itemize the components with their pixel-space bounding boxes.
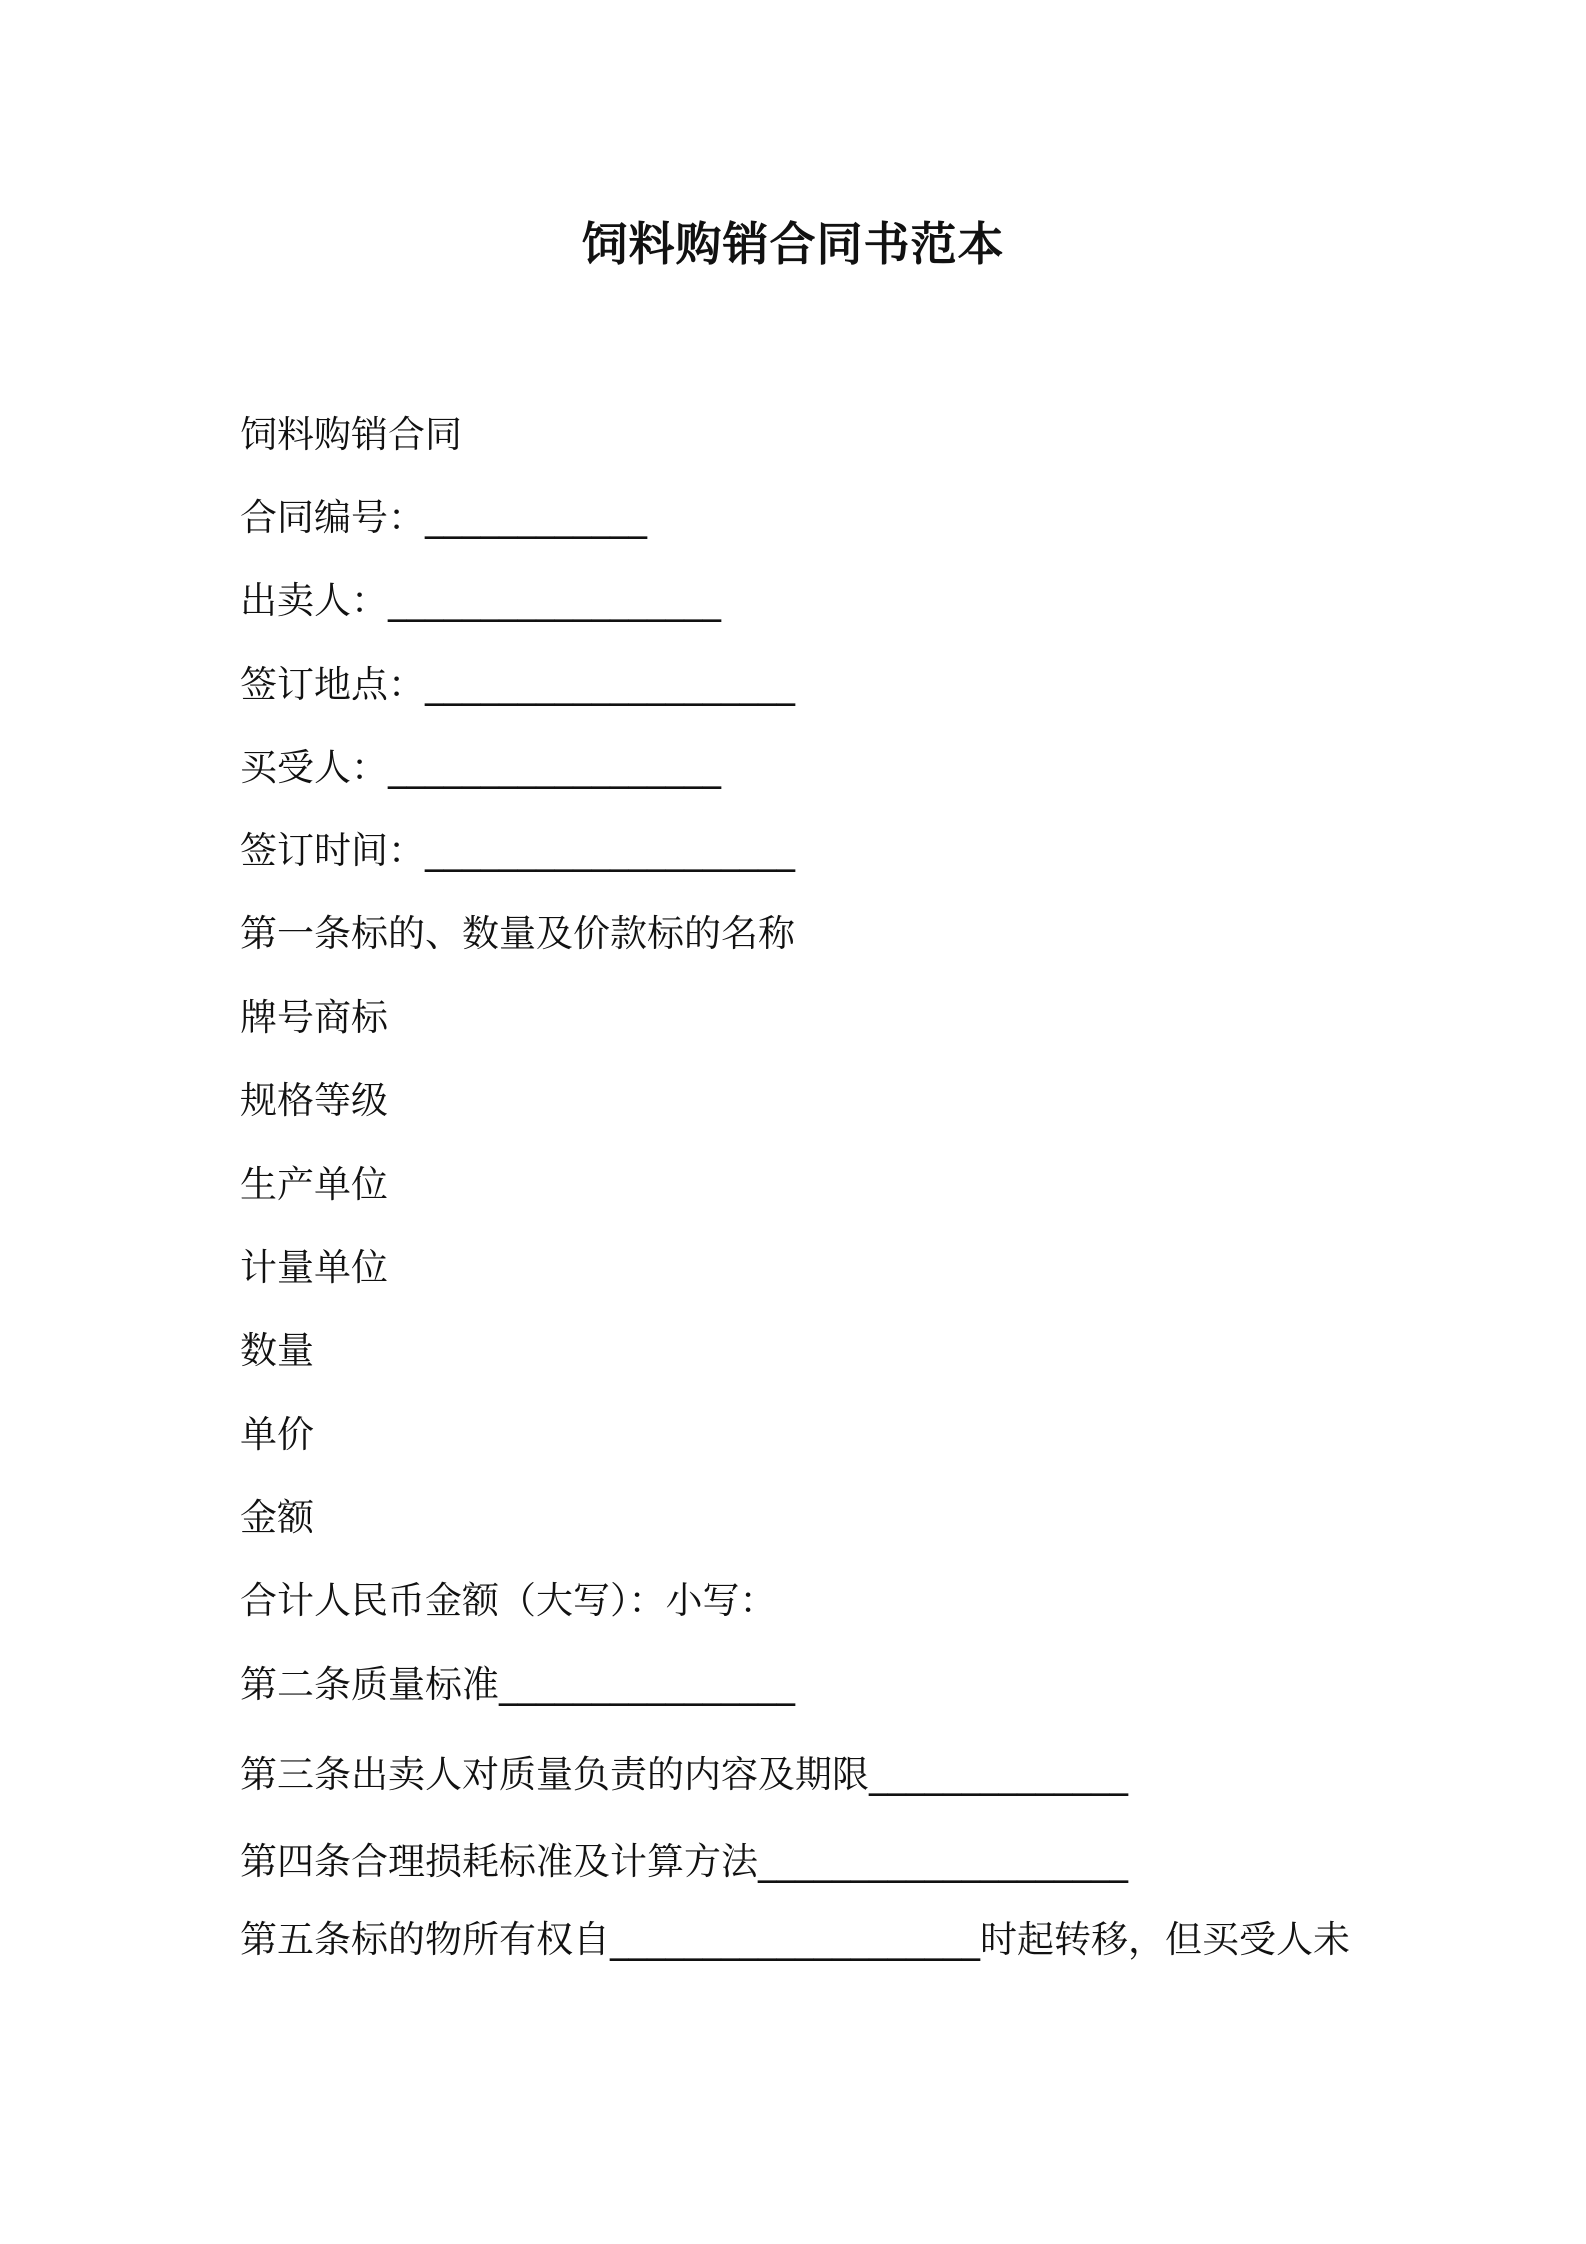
unit-price-line: 单价 (240, 1413, 314, 1456)
article-three-line: 第三条出卖人对质量负责的内容及期限______________ (240, 1753, 1128, 1796)
buyer-line: 买受人：__________________ (240, 746, 721, 789)
document-title: 饲料购销合同书范本 (581, 217, 1005, 271)
brand-trademark-line: 牌号商标 (240, 996, 388, 1039)
signing-time-line: 签订时间：____________________ (240, 829, 795, 872)
contract-number-line: 合同编号：____________ (240, 496, 647, 539)
amount-line: 金额 (240, 1496, 314, 1539)
quantity-line: 数量 (240, 1329, 314, 1372)
article-five-line: 第五条标的物所有权自____________________时起转移，但买受人未 (240, 1918, 1350, 1961)
article-one-line: 第一条标的、数量及价款标的名称 (240, 912, 795, 955)
manufacturer-line: 生产单位 (240, 1163, 388, 1206)
signing-place-line: 签订地点：____________________ (240, 663, 795, 706)
seller-line: 出卖人：__________________ (240, 579, 721, 622)
article-four-line: 第四条合理损耗标准及计算方法____________________ (240, 1840, 1128, 1883)
unit-of-measure-line: 计量单位 (240, 1246, 388, 1289)
contract-heading: 饲料购销合同 (240, 413, 462, 456)
total-amount-line: 合计人民币金额（大写）：小写： (240, 1579, 777, 1622)
spec-grade-line: 规格等级 (240, 1079, 388, 1122)
article-two-line: 第二条质量标准________________ (240, 1663, 795, 1706)
